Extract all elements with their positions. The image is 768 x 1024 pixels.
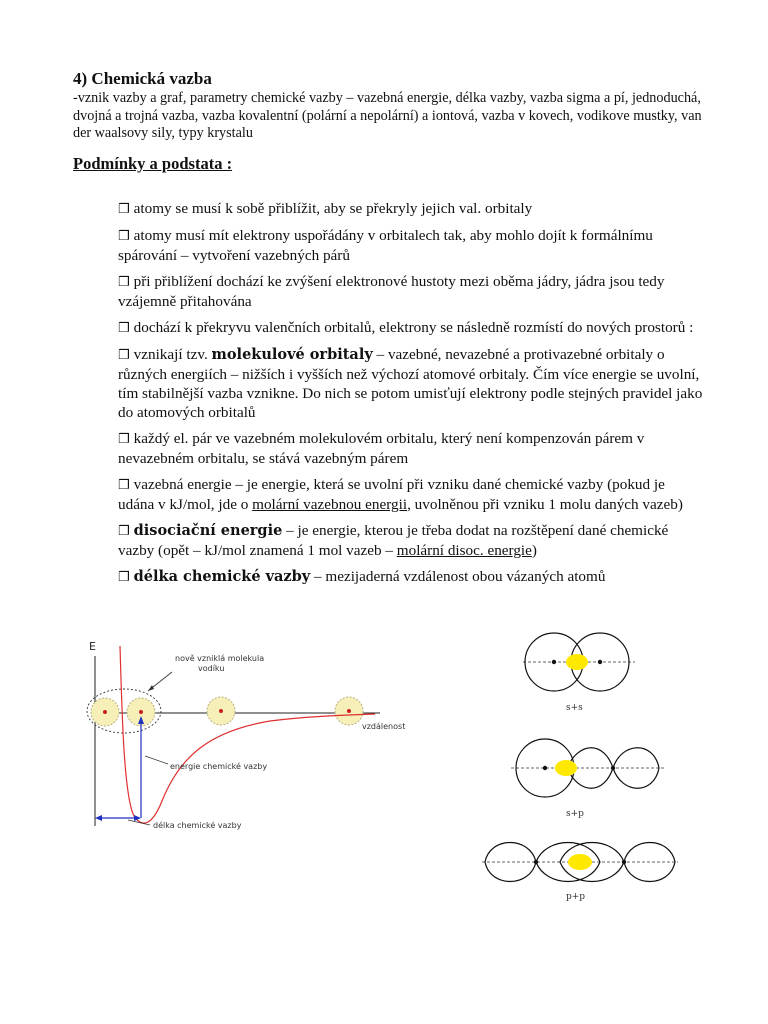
bond-length-label: délka chemické vazby xyxy=(153,821,242,830)
list-item: ❒ při přiblížení dochází ke zvýšení elektronové hustoty mezi oběma jádry, jádra jsou tedy vzájemně přitahována xyxy=(118,273,665,310)
page-title: 4) Chemická vazba xyxy=(73,69,212,88)
checkbox-bullet-icon: ❒ xyxy=(118,229,130,244)
term-molecular-orbitals: molekulové orbitaly xyxy=(211,346,373,363)
section-heading: Podmínky a podstata : xyxy=(73,154,233,173)
checkbox-bullet-icon: ❒ xyxy=(118,202,130,217)
potential-energy-curve xyxy=(120,646,375,823)
bond-energy-label: energie chemické vazby xyxy=(170,762,268,771)
checkbox-bullet-icon: ❒ xyxy=(118,348,130,363)
list-item: ❒ disociační energie – je energie, kterou je třeba dodat na rozštěpení dané chemické vazby (opět – kJ/mol znamená 1 mol vazeb – molární disoc. energie) xyxy=(118,522,669,559)
term-molar-bond-energy: molární vazebnou energii xyxy=(252,496,408,513)
atom-far xyxy=(335,697,363,725)
orbital-label: s+p xyxy=(566,809,584,819)
checkbox-bullet-icon: ❒ xyxy=(118,321,130,336)
y-axis-label: E xyxy=(89,640,96,653)
list-item: ❒ každý el. pár ve vazebném molekulovém orbitalu, který není kompenzován párem v nevazebném orbitalu, se stává vazebným párem xyxy=(118,430,645,467)
list-item: ❒ atomy se musí k sobě přiblížit, aby se překryly jejich val. orbitaly xyxy=(118,200,533,217)
molecule-label-2: vodíku xyxy=(198,664,225,673)
topic-summary: -vznik vazby a graf, parametry chemické vazby – vazebná energie, délka vazby, vazba sigma a pí, jednoduchá, dvojná a trojná vazba, vazba kovalentní (polární a nepolární) a iontová, vazba v kovech, vodikove mustky, van der waalsovy sily, typy krystalu xyxy=(73,90,702,141)
x-axis-label: vzdálenost xyxy=(362,722,406,731)
list-item: ❒ atomy musí mít elektrony uspořádány v orbitalech tak, aby mohlo dojít k formálnímu spárování – vytvoření vazebných párů xyxy=(118,227,653,264)
list-item: ❒ vazebná energie – je energie, která se uvolní při vzniku dané chemické vazby (pokud je udána v kJ/mol, jde o molární vazebnou energii, uvolněnou při vzniku 1 molu daných vazeb) xyxy=(118,476,683,513)
checkbox-bullet-icon: ❒ xyxy=(118,570,130,585)
orbital-overlap-p-p xyxy=(480,836,680,926)
checkbox-bullet-icon: ❒ xyxy=(118,275,130,290)
bond-energy-diagram xyxy=(80,636,420,836)
overlap-region xyxy=(566,654,588,670)
term-bond-length: délka chemické vazby xyxy=(133,568,311,585)
term-dissociation-energy: disociační energie xyxy=(133,522,283,539)
overlap-region xyxy=(568,854,592,870)
list-item: ❒ vznikají tzv. molekulové orbitaly – vazebné, nevazebné a protivazebné orbitaly o různých energiích – nižších i vyšších než výchozí atomové orbitaly. Čím více energie se uvolní, tím stabilnější vazba vznikne. Do nich se potom umisťují elektrony podle stejných pravidel jako do atomových orbitalů xyxy=(118,346,703,421)
orbital-label: p+p xyxy=(566,892,586,902)
term-molar-dissociation-energy: molární disoc. energie xyxy=(396,542,532,559)
list-item: ❒ dochází k překryvu valenčních orbitalů, elektrony se následně rozmístí do nových prostorů : xyxy=(118,319,694,336)
atom-mid xyxy=(207,697,235,725)
orbital-overlap-s-s xyxy=(520,630,640,720)
orbital-overlap-s-p xyxy=(509,736,669,826)
checkbox-bullet-icon: ❒ xyxy=(118,432,130,447)
bullet-list xyxy=(118,199,703,594)
molecule-label: nově vzniklá molekula xyxy=(175,654,265,663)
overlap-region xyxy=(555,760,577,776)
orbital-label: s+s xyxy=(566,703,583,713)
list-item: ❒ délka chemické vazby – mezijaderná vzdálenost obou vázaných atomů xyxy=(118,568,606,585)
checkbox-bullet-icon: ❒ xyxy=(118,478,130,493)
checkbox-bullet-icon: ❒ xyxy=(118,524,130,539)
